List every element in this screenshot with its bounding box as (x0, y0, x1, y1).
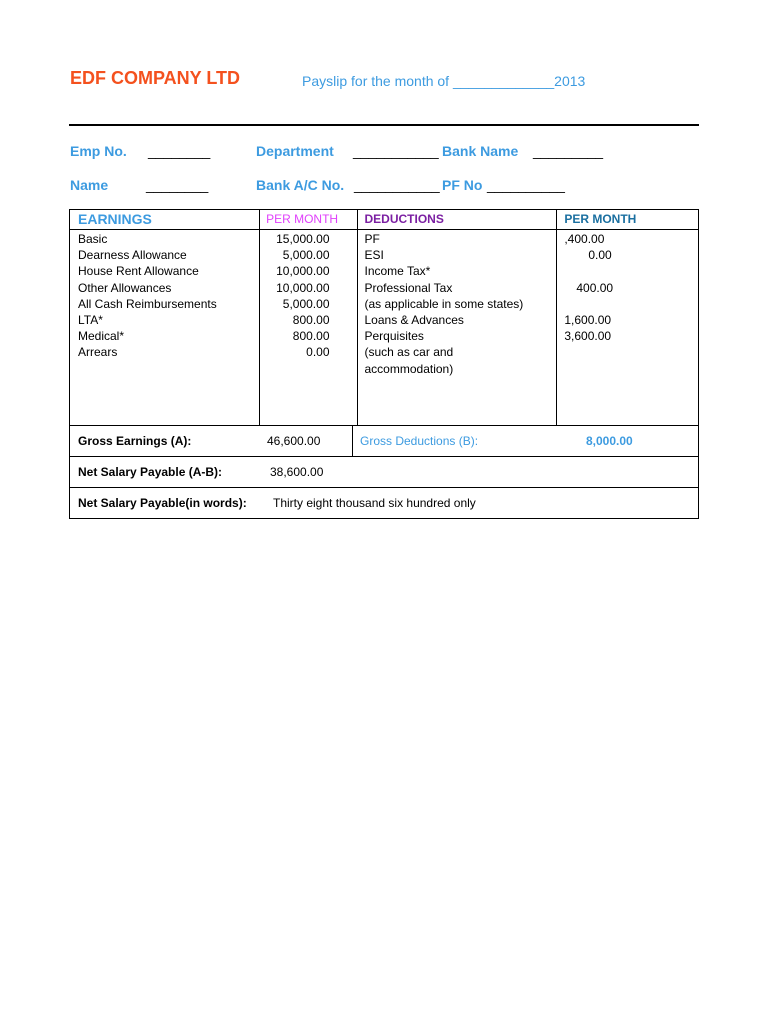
net-salary-row (70, 457, 699, 488)
department-label: Department (256, 143, 334, 159)
deduction-item-label: (as applicable in some states) (364, 296, 524, 311)
gross-deductions-label: Gross Deductions (B): (360, 434, 479, 448)
earning-item-label: All Cash Reimbursements (78, 296, 217, 311)
table-header-row (70, 210, 699, 230)
bank-name-label: Bank Name (442, 143, 519, 159)
deduction-item-label: ESI (364, 248, 384, 263)
earning-item-value: 0.00 (306, 345, 330, 360)
header-divider (69, 124, 699, 126)
deduction-item-label: accommodation) (364, 361, 454, 376)
gross-earnings-label: Gross Earnings (A): (78, 434, 192, 448)
deduction-item-value (564, 361, 698, 377)
deduction-item-value: 0.00 (588, 248, 612, 263)
company-name: EDF COMPANY LTD (70, 68, 240, 88)
net-words-value: Thirty eight thousand six hundred only (273, 496, 476, 510)
net-salary-value: 38,600.00 (270, 465, 324, 479)
earning-item-label: Medical* (78, 329, 125, 344)
earning-item-value: 5,000.00 (282, 296, 330, 311)
earning-item-label: Arrears (78, 345, 118, 360)
deductions-header: DEDUCTIONS (357, 210, 557, 230)
deductions-values-cell (557, 230, 699, 426)
deduction-item-label: Perquisites (364, 329, 424, 344)
payslip-table (69, 209, 699, 519)
deduction-item-value (564, 263, 698, 279)
earning-item-value: 800.00 (292, 329, 330, 344)
gross-row (70, 426, 699, 457)
pf-no-field: __________ (487, 177, 565, 193)
earning-item-value: 15,000.00 (276, 232, 330, 246)
earning-item-label: LTA* (78, 312, 103, 327)
deduction-item-value: 400.00 (576, 280, 614, 295)
deductions-labels-cell (357, 230, 557, 426)
earning-item-label: Other Allowances (78, 280, 172, 295)
bank-ac-field: ___________ (354, 177, 440, 193)
gross-deductions-value: 8,000.00 (586, 434, 633, 448)
earnings-labels-cell (70, 230, 260, 426)
earnings-values-cell (260, 230, 357, 426)
name-label: Name (70, 177, 109, 193)
deduction-item-label: Income Tax* (364, 264, 431, 279)
earning-item-label: Basic (78, 232, 108, 246)
pf-no-label: PF No (442, 177, 483, 193)
emp-no-field: ________ (148, 143, 211, 159)
net-words-label: Net Salary Payable(in words): (78, 496, 247, 510)
deduction-item-value (564, 344, 698, 360)
deduction-item-value: 1,600.00 (564, 312, 612, 327)
deduction-item-label: Professional Tax (364, 280, 453, 295)
net-salary-label: Net Salary Payable (A-B): (78, 465, 223, 479)
bank-name-field: _________ (533, 143, 604, 159)
payslip-month-label: Payslip for the month of _____________2013 (302, 73, 586, 89)
deduction-item-label: Loans & Advances (364, 312, 464, 327)
net-words-row (70, 488, 699, 519)
deduction-item-label: (such as car and (364, 345, 454, 360)
earnings-per-month-header: PER MONTH (260, 210, 357, 230)
earning-item-value: 800.00 (292, 312, 330, 327)
gross-earnings-value: 46,600.00 (267, 434, 321, 448)
department-field: ___________ (353, 143, 439, 159)
earning-item-value: 5,000.00 (282, 248, 330, 263)
earning-item-label: Dearness Allowance (78, 248, 187, 263)
earning-item-value: 10,000.00 (276, 280, 330, 295)
deduction-item-value (564, 296, 698, 312)
gross-row-divider (352, 425, 353, 456)
earning-item-label: House Rent Allowance (78, 264, 199, 279)
earnings-header: EARNINGS (70, 210, 260, 230)
bank-ac-label: Bank A/C No. (256, 177, 345, 193)
name-field: ________ (146, 177, 209, 193)
deductions-per-month-header: PER MONTH (557, 210, 699, 230)
deduction-item-label: PF (364, 232, 380, 246)
table-items-row (70, 230, 699, 426)
deduction-item-value: 3,600.00 (564, 329, 612, 344)
deduction-item-value: ,400.00 (564, 232, 605, 246)
earning-item-value: 10,000.00 (276, 264, 330, 279)
emp-no-label: Emp No. (70, 143, 127, 159)
